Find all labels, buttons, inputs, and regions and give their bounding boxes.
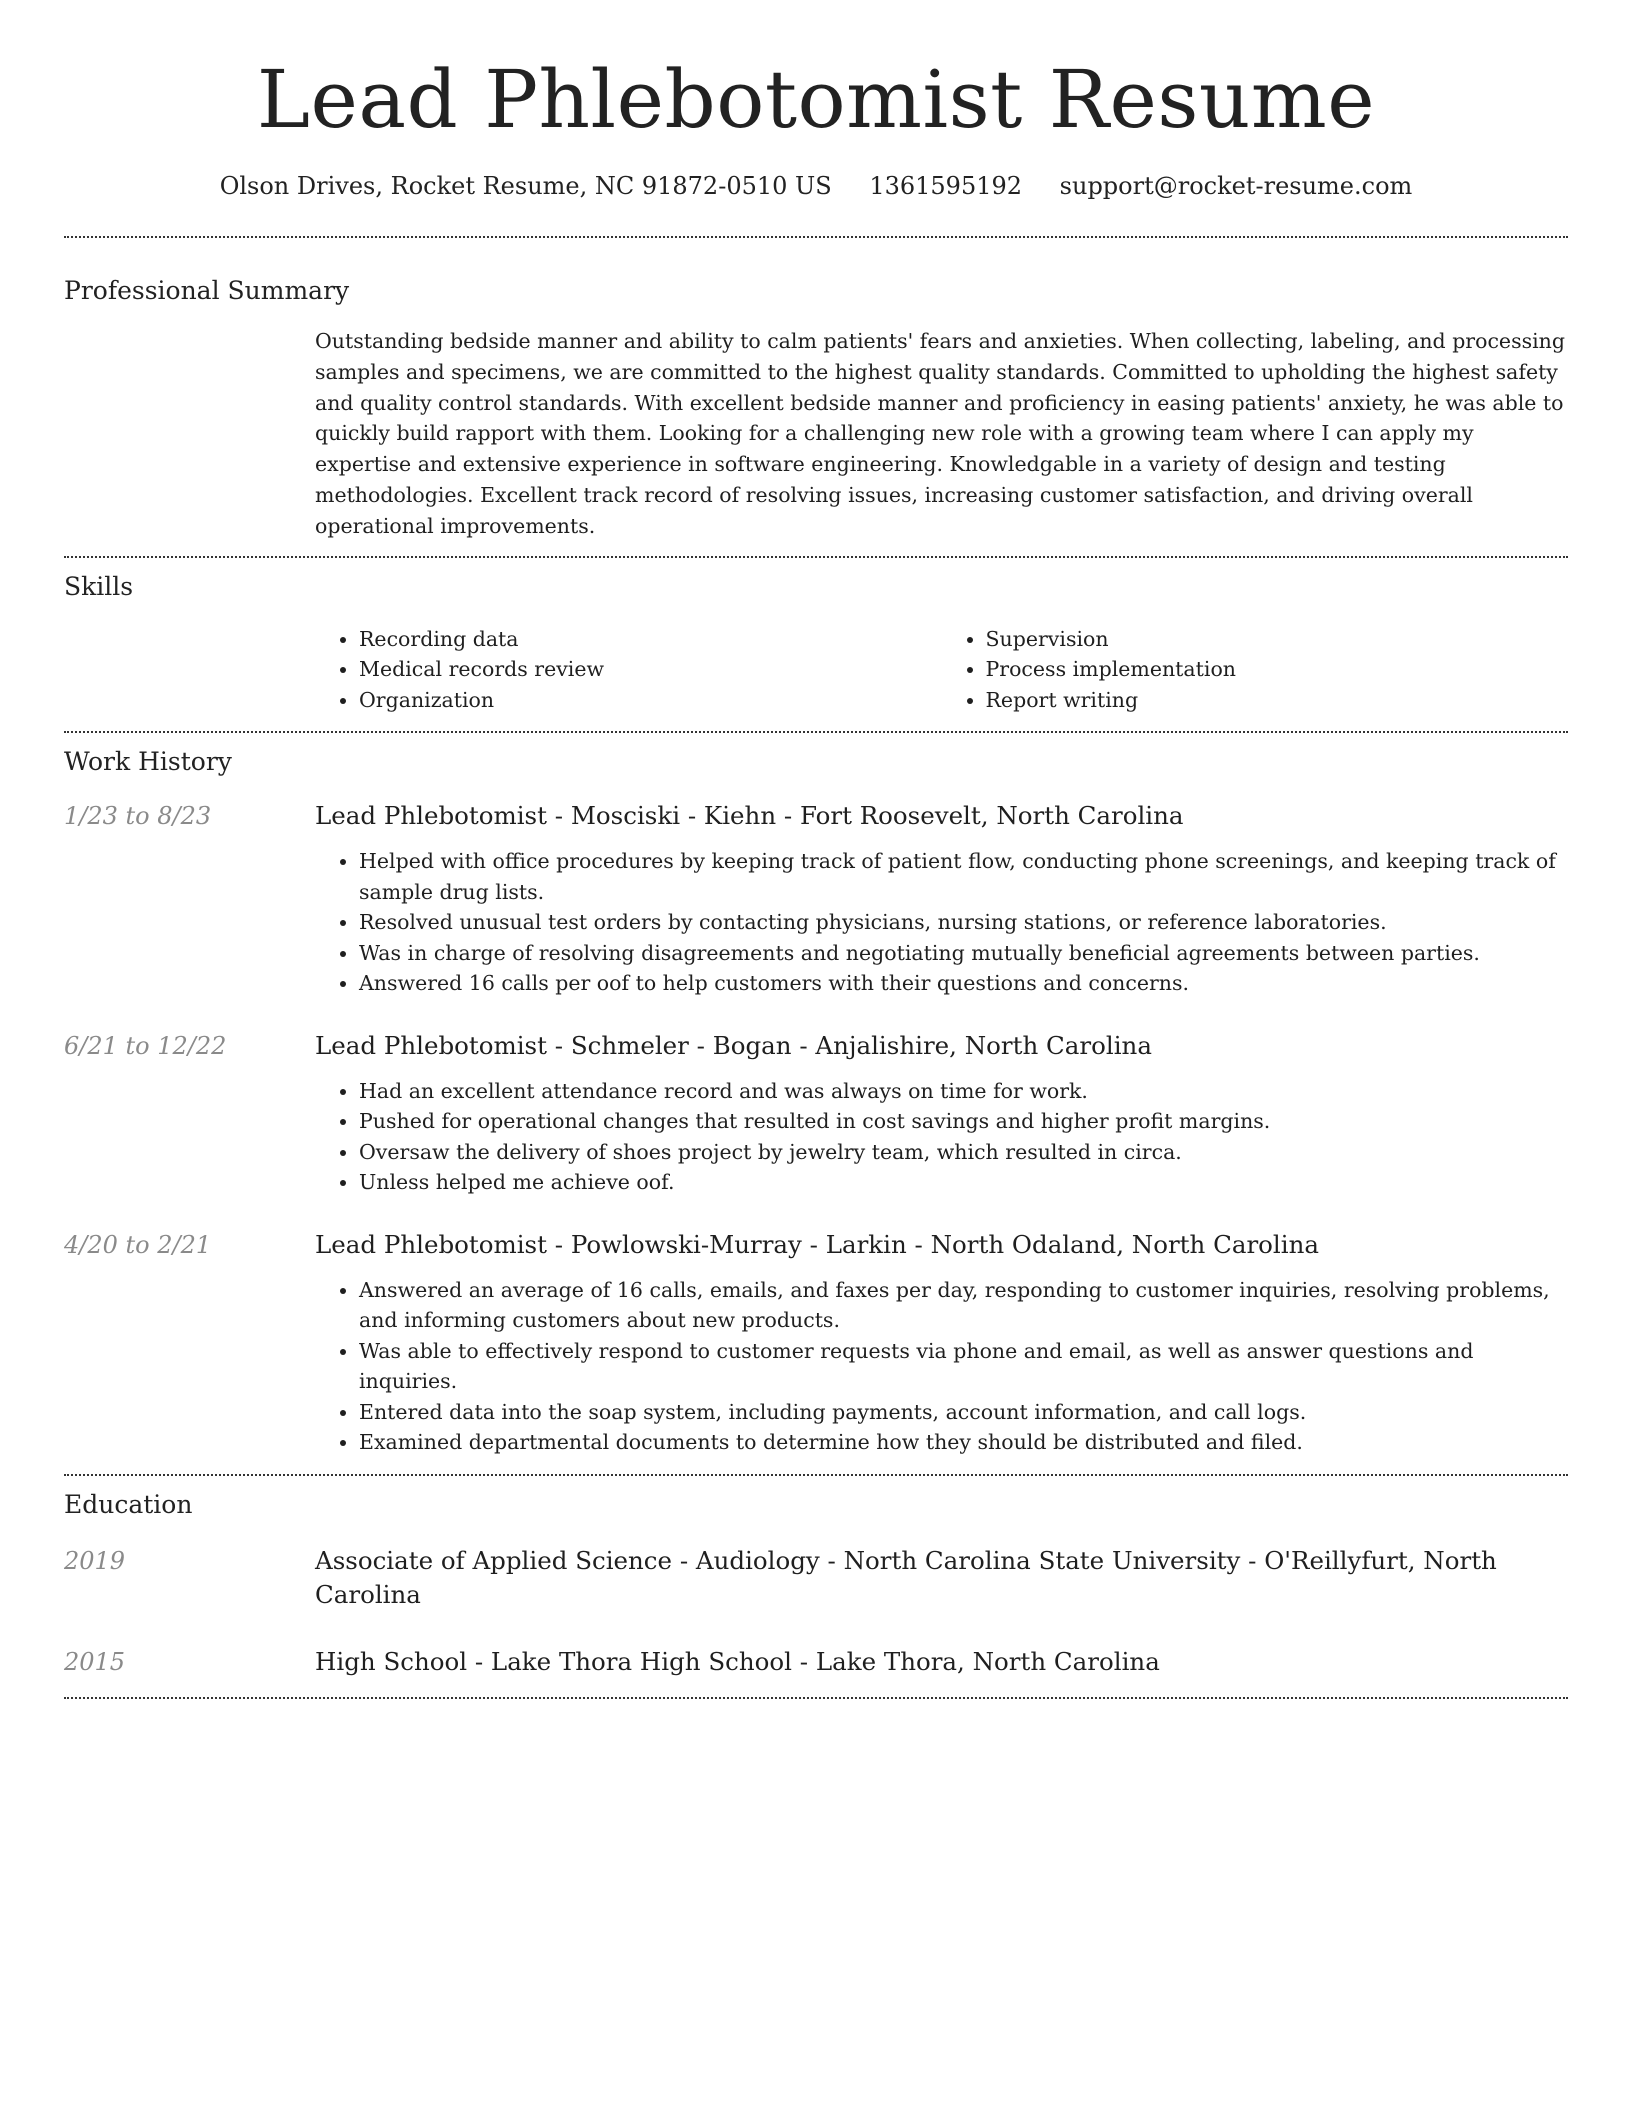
contact-phone: 1361595192 [869, 172, 1023, 200]
skill-item: • Report writing [986, 685, 1569, 716]
work-section [64, 733, 1568, 1474]
skills-section [64, 558, 1568, 732]
job-entry [64, 1029, 1568, 1198]
job-role: Lead Phlebotomist [315, 1229, 547, 1259]
contact-email: support@rocket-resume.com [1059, 172, 1413, 200]
summary-heading: Professional Summary [64, 276, 350, 305]
divider [64, 1697, 1568, 1699]
contact-address: Olson Drives, Rocket Resume, NC 91872-0510 US [219, 172, 832, 200]
job-dates: 4/20 to 2/21 [64, 1230, 212, 1259]
education-entry [64, 1645, 1568, 1679]
job-entry [64, 1228, 1568, 1458]
job-role: Lead Phlebotomist [315, 801, 547, 831]
education-heading: Education [64, 1489, 193, 1519]
work-heading: Work History [64, 747, 232, 777]
summary-section [64, 238, 1568, 556]
job-bullet: • Was able to effectively respond to customer requests via phone and email, as well as answer questions and inquiries. [359, 1336, 1568, 1397]
job-bullet: • Resolved unusual test orders by contacting physicians, nursing stations, or reference laboratories. [359, 907, 1568, 938]
education-section [64, 1476, 1568, 1697]
skill-item: • Supervision [986, 624, 1569, 655]
skill-item: • Organization [359, 685, 942, 716]
job-bullets [315, 846, 1568, 999]
job-title [315, 799, 1568, 833]
skills-list-right [942, 624, 1569, 716]
job-dates: 6/21 to 12/22 [64, 1031, 227, 1060]
education-title [315, 1544, 1568, 1612]
job-bullet: • Examined departmental documents to determine how they should be distributed and filed. [359, 1427, 1568, 1458]
skills-heading: Skills [64, 571, 134, 601]
education-year: 2015 [64, 1647, 126, 1676]
job-employer: - Mosciski - Kiehn - Fort Roosevelt, North Carolina [546, 801, 1184, 831]
job-bullets [315, 1076, 1568, 1198]
job-employer: - Schmeler - Bogan - Anjalishire, North Carolina [546, 1030, 1152, 1060]
job-bullet: • Pushed for operational changes that resulted in cost savings and higher profit margins. [359, 1106, 1568, 1137]
skill-item: • Medical records review [359, 654, 942, 685]
summary-text: Outstanding bedside manner and ability to calm patients' fears and anxieties. When collecting, labeling, and processing samples and specimens, we are committed to the highest quality standards. Committed to upholding the highest safety and quality control standards. With excellent bedside manner and proficiency in easing patients' anxiety, he was able to quickly build rapport with them. Looking for a challenging new role with a growing team where I can apply my expertise and extensive experience in software engineering. Knowledgable in a variety of design and testing methodologies. Excellent track record of resolving issues, increasing customer satisfaction, and driving overall operational improvements. [315, 329, 1565, 538]
skills-list-left [315, 624, 942, 716]
job-employer: - Powlowski-Murray - Larkin - North Odaland, North Carolina [546, 1229, 1319, 1259]
skill-item: • Process implementation [986, 654, 1569, 685]
job-entry [64, 799, 1568, 999]
job-dates: 1/23 to 8/23 [64, 802, 212, 831]
education-title [315, 1645, 1568, 1679]
job-bullet: • Entered data into the soap system, including payments, account information, and call logs. [359, 1397, 1568, 1428]
job-bullet: • Answered 16 calls per oof to help customers with their questions and concerns. [359, 968, 1568, 999]
job-bullet: • Oversaw the delivery of shoes project by jewelry team, which resulted in circa. [359, 1137, 1568, 1168]
job-bullets [315, 1275, 1568, 1458]
contact-line [64, 170, 1568, 202]
job-bullet: • Answered an average of 16 calls, emails, and faxes per day, responding to customer inquiries, resolving problems, and informing customers about new products. [359, 1275, 1568, 1336]
job-bullet: • Had an excellent attendance record and was always on time for work. [359, 1076, 1568, 1107]
job-bullet: • Unless helped me achieve oof. [359, 1167, 1568, 1198]
skill-item: • Recording data [359, 624, 942, 655]
education-school: - Lake Thora High School - Lake Thora, North Carolina [467, 1646, 1160, 1676]
job-title [315, 1228, 1568, 1262]
education-entry [64, 1544, 1568, 1612]
resume-title: Lead Phlebotomist Resume [256, 53, 1376, 146]
education-school: - North Carolina State University - O'Reillyfurt, North Carolina [315, 1545, 1497, 1609]
education-year: 2019 [64, 1546, 126, 1575]
education-degree: High School [315, 1646, 468, 1676]
job-bullet: • Was in charge of resolving disagreements and negotiating mutually beneficial agreements between parties. [359, 938, 1568, 969]
education-degree: Associate of Applied Science - Audiology [315, 1545, 820, 1575]
job-bullet: • Helped with office procedures by keeping track of patient flow, conducting phone screenings, and keeping track of sample drug lists. [359, 846, 1568, 907]
job-role: Lead Phlebotomist [315, 1030, 547, 1060]
job-title [315, 1029, 1568, 1063]
